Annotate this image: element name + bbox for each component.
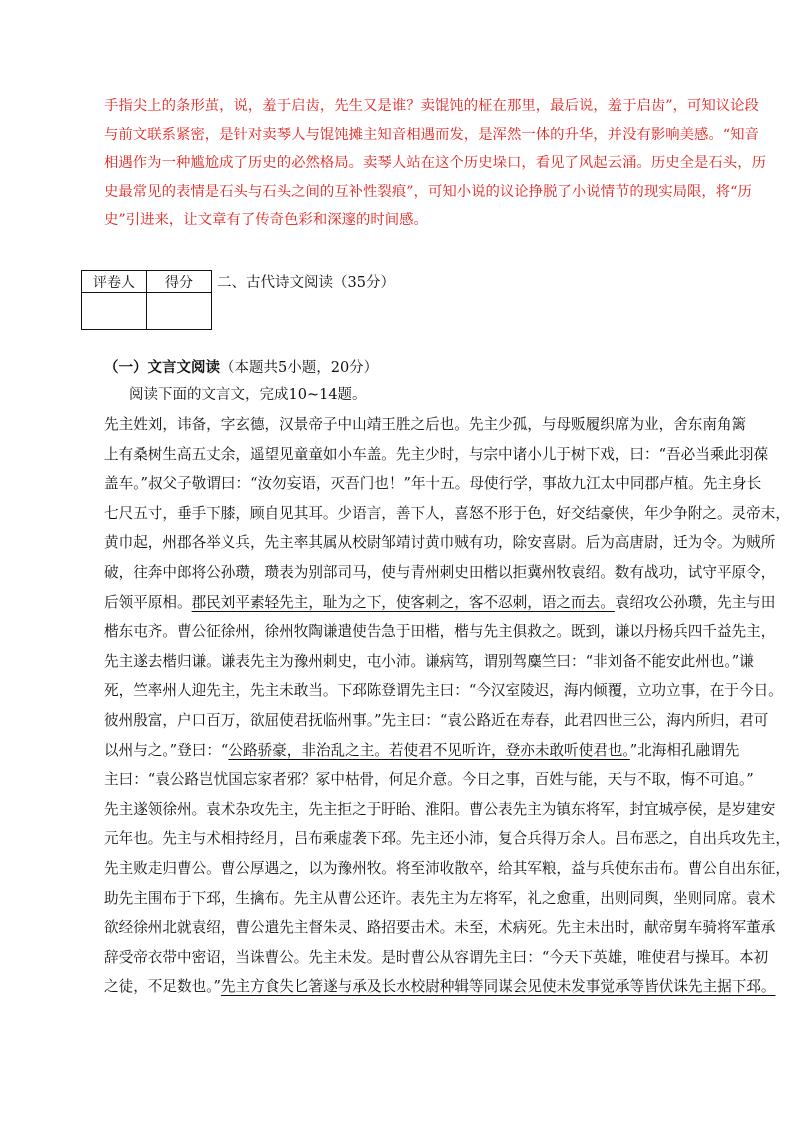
passage-line: 助先主围布于下邳，生擒布。先主从曹公还许。表先主为左将军，礼之愈重，出则同舆，坐则同席。袁术 <box>104 889 776 907</box>
passage-line: 楷东屯齐。曹公征徐州，徐州牧陶谦遣使告急于田楷，楷与先主俱救之。既到，谦以丹杨兵四千益先主， <box>104 623 776 641</box>
passage-line: 辞受帝衣带中密诏，当诛曹公。先主未发。是时曹公从容谓先主曰：“今天下英雄，唯使君与操耳。本初 <box>104 948 769 966</box>
passage-line <box>104 588 776 618</box>
answer-explanation <box>104 92 766 235</box>
passage-line: 死，竺率州人迎先主，先主未敢当。下邳陈登谓先主曰：“今汉室陵迟，海内倾覆，立功立事，在于今日。 <box>104 682 783 700</box>
section-title: 二、古代诗文阅读（35分） <box>217 275 395 291</box>
passage-text: ”北海相孔融谓先 <box>629 741 740 759</box>
passage-line: 欲经徐州北就袁绍，曹公遣先主督朱灵、路招要击术。未至，术病死。先主未出时，献帝舅车骑将军董承 <box>104 919 776 937</box>
passage-line: 先主遂去楷归谦。谦表先主为豫州刺史，屯小沛。谦病笃，谓别驾麋竺曰：“非刘备不能安此州也。”谦 <box>104 652 754 670</box>
passage-line: 破，往奔中郎将公孙瓒，瓒表为别部司马，使与青州刺史田楷以拒冀州牧袁绍。数有战功，试守平原令， <box>104 563 776 581</box>
passage-line: 七尺五寸，垂手下膝，顾自见其耳。少语言，善下人，喜怒不形于色，好交结豪侠，年少争附之。灵帝末， <box>104 504 790 522</box>
answer-line: 相遇作为一种尴尬成了历史的必然格局。卖琴人站在这个历史垛口，看见了风起云涌。历史全是石头，历 <box>104 155 766 172</box>
passage-line <box>104 736 740 766</box>
subsection-info: （本题共5小题，20分） <box>220 360 379 376</box>
subsection-label: （一）文言文阅读 <box>104 359 220 376</box>
grader-cell <box>82 293 147 330</box>
subsection-title <box>104 356 378 377</box>
passage-line: 盖车。”叔父子敬谓曰：“汝勿妄语，灭吾门也！”年十五。母使行学，事故九江太中同郡卢植。先主身长 <box>104 475 762 493</box>
passage-line: 主曰：“袁公路岂忧国忘家者邪？冢中枯骨，何足介意。今日之事，百姓与能，天与不取，悔不可追。” <box>104 771 754 789</box>
underlined-sentence: 郡民刘平素轻先主，耻为之下，使客刺之，客不忍刺，语之而去。 <box>191 593 615 611</box>
passage-text: 后领平原相。 <box>104 593 192 611</box>
underlined-sentence: 先主方食失匕箸遂与承及长水校尉种辑等同谋会见使未发事觉承等皆伏诛先主据下邳。 <box>220 978 776 996</box>
grading-table <box>81 270 212 330</box>
score-header: 得分 <box>147 271 212 293</box>
answer-line: 与前文联系紧密，是针对卖琴人与馄饨摊主知音相遇而发，是浑然一体的升华，并没有影响美感。“知音 <box>104 126 759 143</box>
instruction: 阅读下面的文言文，完成10~14题。 <box>129 387 367 403</box>
passage-text: 袁绍攻公孙瓒，先主与田 <box>614 593 776 611</box>
passage-line: 彼州殷富，户口百万，欲屈使君抚临州事。”先主曰：“袁公路近在寿春，此君四世三公，海内所归，君可 <box>104 711 769 729</box>
grader-header: 评卷人 <box>82 271 147 293</box>
passage-line: 先主遂领徐州。袁术杂攻先主，先主拒之于盱眙、淮阳。曹公表先主为镇东将军，封宜城亭侯，是岁建安 <box>104 800 776 818</box>
answer-line: 史最常见的表情是石头与石头之间的互补性裂痕”，可知小说的议论挣脱了小说情节的现实局限，将“历 <box>104 183 752 200</box>
answer-line: 史”引进来，让文章有了传奇色彩和深邃的时间感。 <box>104 212 428 229</box>
passage-text: 之徒，不足数也。” <box>104 978 221 996</box>
score-cell <box>147 293 212 330</box>
passage-line: 先主败走归曹公。曹公厚遇之，以为豫州牧。将至沛收散卒，给其军粮，益与兵使东击布。曹公自出东征， <box>104 859 790 877</box>
passage-line: 先主姓刘，讳备，字玄德，汉景帝子中山靖王胜之后也。先主少孤，与母贩履织席为业，舍东南角篱 <box>104 416 747 433</box>
passage-text: 以州与之。”登曰：“ <box>104 741 229 759</box>
passage-line <box>104 972 776 1002</box>
passage-line: 上有桑树生高五丈余，遥望见童童如小车盖。先主少时，与宗中诸小儿于树下戏，曰：“吾必当乘此羽葆 <box>104 445 769 463</box>
answer-line: 手指尖上的条形茧，说，羞于启齿，先生又是谁？卖馄饨的柾在那里，最后说，羞于启齿”，可知议论段 <box>104 98 759 114</box>
classical-passage <box>104 410 790 1002</box>
passage-line: 元年也。先主与术相持经月，吕布乘虚袭下邳。先主还小沛，复合兵得万余人。吕布恶之，自出兵攻先主， <box>104 830 790 848</box>
underlined-sentence: 公路骄豪，非治乱之主。若使君不见听许，登亦未敢听使君也。 <box>228 741 630 759</box>
passage-line: 黄巾起，州郡各举义兵，先主率其属从校尉邹靖讨黄巾贼有功，除安喜尉。后为高唐尉，迁为令。为贼所 <box>104 534 776 552</box>
